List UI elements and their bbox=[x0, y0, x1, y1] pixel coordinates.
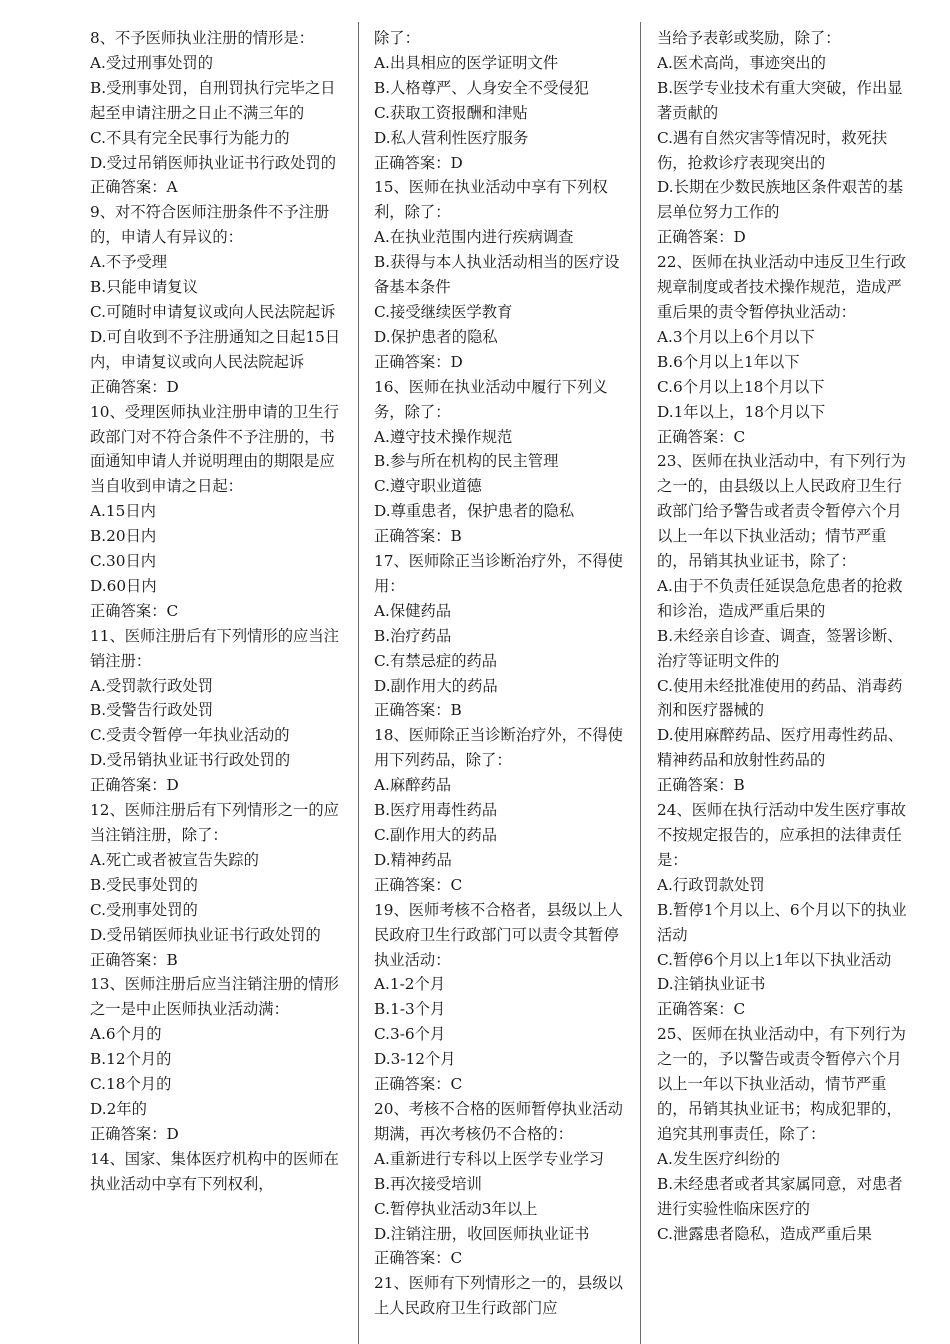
text-line: 正确答案：C bbox=[374, 1249, 463, 1268]
text-line: C.获取工资报酬和津贴 bbox=[374, 103, 528, 122]
text-line: B.获得与本人执业活动相当的医疗设备基本条件 bbox=[374, 253, 620, 297]
text-line: 21、医师有下列情形之一的，县级以上人民政府卫生行政部门应 bbox=[374, 1274, 623, 1318]
text-line: 正确答案：D bbox=[90, 776, 179, 795]
text-line: B.治疗药品 bbox=[374, 626, 452, 645]
text-line: 14、国家、集体医疗机构中的医师在执业活动中享有下列权利， bbox=[90, 1149, 339, 1193]
text-line: 16、医师在执业活动中履行下列义务，除了： bbox=[374, 377, 608, 421]
text-line: 正确答案：D bbox=[90, 377, 179, 396]
text-line: B.受刑事处罚，自刑罚执行完毕之日起至申请注册之日止不满三年的 bbox=[90, 78, 336, 122]
text-line: B.人格尊严、人身安全不受侵犯 bbox=[374, 78, 589, 97]
text-line: C.遇有自然灾害等情况时，救死扶伤，抢救诊疗表现突出的 bbox=[657, 128, 888, 172]
text-line: 正确答案：C bbox=[374, 875, 463, 894]
text-line: 正确答案：C bbox=[657, 427, 746, 446]
text-line: B.受警告行政处罚 bbox=[90, 701, 214, 720]
text-line: B.12个月的 bbox=[90, 1050, 172, 1069]
text-line: C.暂停6个月以上1年以下执业活动 bbox=[657, 950, 892, 969]
text-line: A.在执业范围内进行疾病调查 bbox=[374, 228, 574, 247]
text-line: 17、医师除正当诊断治疗外，不得使用： bbox=[374, 552, 623, 595]
text-line: B.暂停1个月以上、6个月以下的执业活动 bbox=[657, 900, 907, 944]
text-line: C.受责令暂停一年执业活动的 bbox=[90, 726, 290, 745]
text-line: C.6个月以上18个月以下 bbox=[657, 377, 825, 396]
text-line: 正确答案：D bbox=[90, 1124, 179, 1143]
text-line: A.医术高尚，事迹突出的 bbox=[657, 53, 826, 72]
text-line: D.尊重患者，保护患者的隐私 bbox=[374, 502, 575, 521]
text-line: A.6个月的 bbox=[90, 1025, 162, 1044]
text-line: D.1年以上，18个月以下 bbox=[657, 402, 826, 421]
text-line: 正确答案：B bbox=[657, 776, 745, 795]
text-line: B.20日内 bbox=[90, 527, 157, 546]
text-line: A.不予受理 bbox=[90, 253, 168, 272]
text-line: 当给予表彰或奖励，除了： bbox=[657, 29, 841, 47]
text-line: 20、考核不合格的医师暂停执业活动期满，再次考核仍不合格的： bbox=[374, 1099, 623, 1143]
text-line: A.1-2个月 bbox=[374, 975, 446, 994]
text-line: A.受罚款行政处罚 bbox=[90, 676, 213, 695]
text-line: B.医疗用毒性药品 bbox=[374, 801, 498, 820]
text-line: C.泄露患者隐私，造成严重后果 bbox=[657, 1224, 872, 1243]
text-line: B.只能申请复议 bbox=[90, 278, 198, 297]
text-line: D.保护患者的隐私 bbox=[374, 327, 498, 346]
text-line: A.由于不负责任延误急危患者的抢救和诊治，造成严重后果的 bbox=[657, 576, 903, 620]
text-line: D.受吊销执业证书行政处罚的 bbox=[90, 751, 291, 770]
text-line: C.有禁忌症的药品 bbox=[374, 651, 498, 670]
text-line: A.3个月以上6个月以下 bbox=[657, 327, 815, 346]
text-line: D.60日内 bbox=[90, 576, 157, 595]
text-line: C.30日内 bbox=[90, 552, 157, 571]
text-column-right bbox=[657, 26, 913, 1344]
text-line: C.受刑事处罚的 bbox=[90, 900, 198, 919]
text-line: B.1-3个月 bbox=[374, 1000, 446, 1019]
text-line: 12、医师注册后有下列情形之一的应当注销注册，除了： bbox=[90, 801, 339, 844]
text-line: C.3-6个月 bbox=[374, 1025, 446, 1044]
text-line: D.注销执业证书 bbox=[657, 975, 766, 994]
text-line: 9、对不符合医师注册条件不予注册的，申请人有异议的： bbox=[90, 203, 330, 247]
column-divider bbox=[640, 22, 641, 1344]
text-line: D.受过吊销医师执业证书行政处罚的 bbox=[90, 153, 337, 172]
text-line: 正确答案：B bbox=[374, 527, 462, 546]
text-line: 正确答案：A bbox=[90, 178, 178, 197]
text-line: 正确答案：D bbox=[374, 153, 463, 172]
text-line: C.可随时申请复议或向人民法院起诉 bbox=[90, 302, 336, 321]
text-line: A.发生医疗纠纷的 bbox=[657, 1149, 780, 1168]
text-line: 25、医师在执业活动中，有下列行为之一的，予以警告或责令暂停六个月以上一年以下执业活动，情节严重的，吊销其执业证书；构成犯罪的，追究其刑事责任，除了： bbox=[657, 1025, 906, 1143]
text-line: A.15日内 bbox=[90, 502, 156, 521]
text-line: A.出具相应的医学证明文件 bbox=[374, 53, 559, 72]
text-line: A.行政罚款处罚 bbox=[657, 875, 765, 894]
text-line: 正确答案：C bbox=[657, 1000, 746, 1019]
text-line: D.私人营利性医疗服务 bbox=[374, 128, 529, 147]
text-line: D.2年的 bbox=[90, 1099, 147, 1118]
text-line: B.医学专业技术有重大突破，作出显著贡献的 bbox=[657, 78, 903, 122]
text-line: C.接受继续医学教育 bbox=[374, 302, 513, 321]
text-line: 除了： bbox=[374, 29, 420, 47]
text-line: 正确答案：D bbox=[657, 228, 746, 247]
text-line: C.副作用大的药品 bbox=[374, 826, 498, 844]
text-line: B.再次接受培训 bbox=[374, 1174, 482, 1193]
text-line: A.受过刑事处罚的 bbox=[90, 53, 213, 72]
text-line: A.保健药品 bbox=[374, 601, 452, 620]
text-line: C.18个月的 bbox=[90, 1075, 172, 1094]
text-line: C.不具有完全民事行为能力的 bbox=[90, 128, 290, 147]
text-column-left bbox=[90, 26, 344, 1344]
text-line: 13、医师注册后应当注销注册的情形之一是中止医师执业活动满： bbox=[90, 975, 339, 1019]
text-line: 15、医师在执业活动中享有下列权利，除了： bbox=[374, 178, 608, 222]
text-line: D.使用麻醉药品、医疗用毒性药品、精神药品和放射性药品的 bbox=[657, 726, 904, 770]
text-line: C.遵守职业道德 bbox=[374, 477, 482, 496]
text-line: 10、受理医师执业注册申请的卫生行政部门对不符合条件不予注册的，书面通知申请人并说明理由的期限是应当自收到申请之日起： bbox=[90, 402, 339, 496]
text-line: B.未经亲自诊查、调查，签署诊断、治疗等证明文件的 bbox=[657, 626, 903, 670]
text-line: 正确答案：D bbox=[374, 352, 463, 371]
text-line: 23、医师在执业活动中，有下列行为之一的，由县级以上人民政府卫生行政部门给予警告或者责令暂停六个月以上一年以下执业活动；情节严重的，吊销其执业证书，除了： bbox=[657, 452, 906, 571]
text-line: 8、不予医师执业注册的情形是： bbox=[90, 29, 314, 47]
text-column-middle bbox=[374, 26, 626, 1344]
text-line: 11、医师注册后有下列情形的应当注销注册： bbox=[90, 626, 339, 670]
text-line: 24、医师在执行活动中发生医疗事故不按规定报告的，应承担的法律责任是： bbox=[657, 801, 906, 869]
text-line: 18、医师除正当诊断治疗外，不得使用下列药品，除了： bbox=[374, 726, 623, 770]
text-line: 19、医师考核不合格者，县级以上人民政府卫生行政部门可以责令其暂停执业活动： bbox=[374, 900, 623, 969]
text-line: D.可自收到不予注册通知之日起15日内，申请复议或向人民法院起诉 bbox=[90, 327, 341, 371]
text-line: A.重新进行专科以上医学专业学习 bbox=[374, 1149, 605, 1168]
text-line: D.受吊销医师执业证书行政处罚的 bbox=[90, 925, 321, 944]
text-line: 正确答案：C bbox=[90, 601, 179, 620]
column-divider bbox=[358, 22, 359, 1344]
text-line: 正确答案：C bbox=[374, 1075, 463, 1094]
text-line: A.麻醉药品 bbox=[374, 776, 452, 795]
text-line: A.遵守技术操作规范 bbox=[374, 427, 513, 446]
text-line: D.副作用大的药品 bbox=[374, 676, 498, 695]
text-line: B.参与所在机构的民主管理 bbox=[374, 452, 559, 471]
text-line: D.精神药品 bbox=[374, 850, 452, 869]
text-line: 正确答案：B bbox=[374, 701, 462, 720]
text-line: 22、医师在执业活动中违反卫生行政规章制度或者技术操作规范，造成严重后果的责令暂停执业活动： bbox=[657, 253, 906, 321]
text-line: B.未经患者或者其家属同意，对患者进行实验性临床医疗的 bbox=[657, 1174, 903, 1218]
text-line: B.6个月以上1年以下 bbox=[657, 352, 800, 371]
text-line: B.受民事处罚的 bbox=[90, 875, 198, 894]
text-line: D.长期在少数民族地区条件艰苦的基层单位努力工作的 bbox=[657, 178, 904, 222]
text-line: D.注销注册，收回医师执业证书 bbox=[374, 1224, 590, 1243]
text-line: 正确答案：B bbox=[90, 950, 178, 969]
text-line: D.3-12个月 bbox=[374, 1050, 456, 1069]
text-line: C.使用未经批准使用的药品、消毒药剂和医疗器械的 bbox=[657, 676, 903, 720]
text-line: A.死亡或者被宣告失踪的 bbox=[90, 850, 259, 869]
text-line: C.暂停执业活动3年以上 bbox=[374, 1199, 538, 1218]
